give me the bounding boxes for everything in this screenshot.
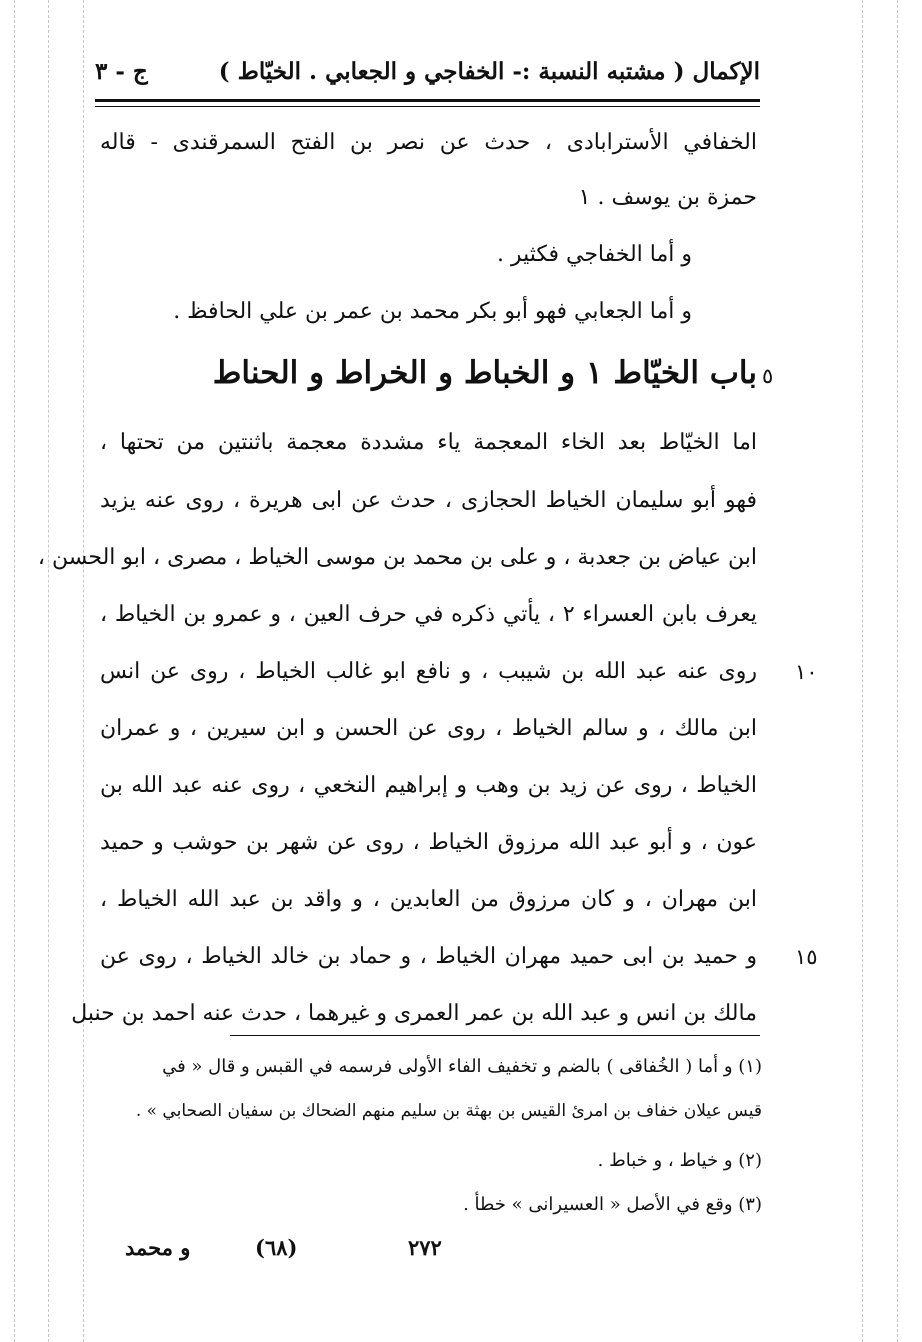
body-line: الخياط ، روى عن زيد بن وهب و إبراهيم النخعي ، روى عنه عبد الله بن [100, 773, 757, 798]
body-line: و حميد بن ابى حميد مهران الخياط ، و حماد بن خالد الخياط ، روى عن [100, 944, 757, 969]
body-line: يعرف بابن العسراء ٢ ، يأتي ذكره في حرف العين ، و عمرو بن الخياط ، [100, 602, 757, 627]
body-line: روى عنه عبد الله بن شيبب ، و نافع ابو غالب الخياط ، روى عن انس [100, 659, 757, 684]
scan-guide-line [48, 0, 49, 1342]
body-line: و أما الخفاجي فكثير . [496, 242, 692, 267]
body-line: اما الخيّاط بعد الخاء المعجمة ياء مشددة معجمة باثنتين من تحتها ، [100, 430, 757, 455]
body-line: و أما الجعابي فهو أبو بكر محمد بن عمر بن علي الحافظ . [173, 299, 692, 324]
section-heading: باب الخيّاط ١ و الخباط و الخراط و الحناط [212, 355, 757, 391]
footnote-rule [230, 1035, 760, 1036]
scan-guide-line [14, 0, 15, 1342]
page-number: ٢٧٢ [408, 1235, 442, 1260]
scan-guide-line [897, 0, 898, 1342]
section-line-number: ٥ [762, 364, 774, 388]
footnote: قيس عيلان خفاف بن امرئ القيس بن بهثة بن سليم منهم الضحاك بن سفيان الصحابي » . [135, 1101, 762, 1121]
header-rule-thin [95, 106, 760, 107]
line-number-15: ١٥ [795, 945, 818, 969]
bracket-page-number: (٦٨) [255, 1235, 298, 1260]
footnote: (٢) و خياط ، و خباط . [597, 1150, 762, 1171]
header-volume: ج - ٣ [95, 58, 148, 85]
line-number-10: ١٠ [795, 660, 818, 684]
body-line: الخفافي الأسترابادى ، حدث عن نصر بن الفتح السمرقندى - قاله [100, 130, 757, 155]
body-line: عون ، و أبو عبد الله مرزوق الخياط ، روى عن شهر بن حوشب و حميد [100, 830, 757, 855]
body-line: حمزة بن يوسف . ١ [578, 185, 757, 210]
footnote: (١) و أما ( الخُفاقى ) بالضم و تخفيف الفاء الأولى فرسمه في القبس و قال « في [162, 1056, 762, 1077]
running-header [95, 52, 760, 96]
catchword: و محمد [125, 1235, 191, 1260]
body-line: ابن مالك ، و سالم الخياط ، روى عن الحسن و ابن سيرين ، و عمران [100, 716, 757, 741]
scan-guide-line [862, 0, 863, 1342]
body-line: ابن مهران ، و كان مرزوق من العابدين ، و واقد بن عبد الله الخياط ، [100, 887, 757, 912]
footnote: (٣) وقع في الأصل « العسيرانى » خطأ . [463, 1194, 762, 1215]
body-line: ابن عياض بن جعدبة ، و على بن محمد بن موسى الخياط ، مصرى ، ابو الحسن ، [37, 545, 757, 570]
header-rule [95, 99, 760, 102]
scan-guide-line [83, 0, 84, 1342]
body-line: مالك بن انس و عبد الله بن عمر العمرى و غيرهما ، حدث عنه احمد بن حنبل [71, 1001, 757, 1026]
header-title: الإكمال ( مشتبه النسبة :- الخفاجي و الجعابي . الخيّاط ) [218, 58, 760, 85]
body-line: فهو أبو سليمان الخياط الحجازى ، حدث عن ابى هريرة ، روى عنه يزيد [100, 488, 757, 513]
